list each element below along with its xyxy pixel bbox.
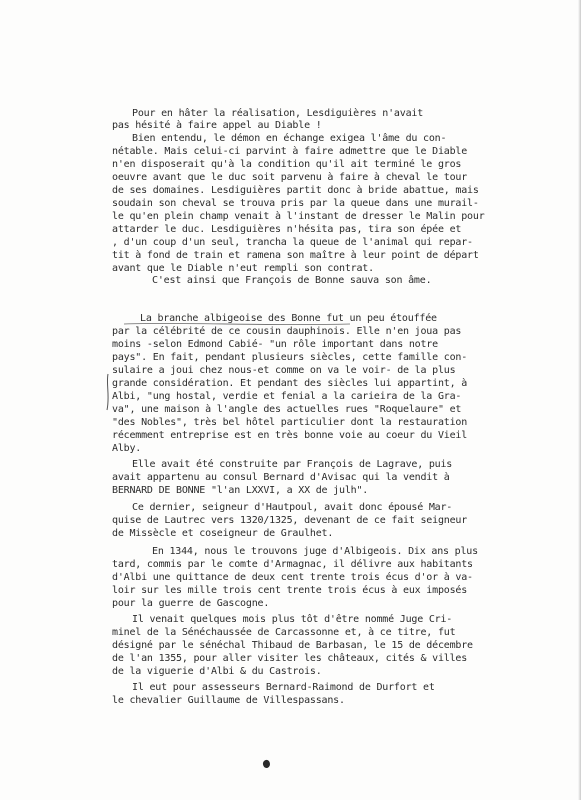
text-line: En 1344, nous le trouvons juge d'Albigeois. Dix ans plus (152, 546, 478, 557)
hand-drawn-margin-stroke (103, 372, 113, 412)
text-line: Bien entendu, le démon en échange exigea l'âme du con- (132, 133, 447, 144)
text-line: Il venait quelques mois plus tôt d'être nommé Juge Cri- (132, 614, 453, 625)
text-line: attarder le duc. Lesdiguières n'hésita pas, tira son épée et (112, 224, 462, 235)
text-line: le qu'en plein champ venait à l'instant de dresser le Malin pour (112, 211, 485, 222)
text-line: La branche albigeoise des Bonne fut un peu étouffée (140, 313, 437, 324)
text-line: C'est ainsi que François de Bonne sauva son âme. (152, 275, 432, 286)
text-line: , d'un coup d'un seul, trancha la queue de l'animal qui repar- (112, 237, 473, 248)
text-line: BERNARD DE BONNE "l'an LXXVI, a XX de julh". (112, 485, 369, 496)
text-line: pas hésité à faire appel au Diable ! (112, 120, 322, 131)
text-line: de l'an 1355, pour aller visiter les châteaux, cités & villes (112, 653, 468, 664)
text-line: minel de la Sénéchaussée de Carcassonne et, à ce titre, fut (112, 627, 456, 638)
ink-blot (262, 759, 271, 769)
text-line: oeuvre avant que le duc soit parvenu à faire à cheval le tour (112, 172, 468, 183)
text-line: de ses domaines. Lesdiguières partit donc à bride abattue, mais (112, 185, 479, 196)
text-line: récemment entreprise est en très bonne voie au coeur du Vieil (112, 430, 468, 441)
text-line: moins -selon Edmond Cabié- "un rôle important dans notre (112, 339, 438, 350)
text-line: de Missècle et coseigneur de Graulhet. (112, 528, 334, 539)
text-line: pays". En fait, pendant plusieurs siècles, cette famille con- (112, 352, 468, 363)
text-line: désigné par le sénéchal Thibaud de Barbasan, le 15 de décembre (112, 640, 473, 651)
text-line: quise de Lautrec vers 1320/1325, devenant de ce fait seigneur (112, 515, 468, 526)
text-line: pour la guerre de Gascogne. (112, 598, 270, 609)
text-line: nétable. Mais celui-ci parvint à faire admettre que le Diable (112, 146, 468, 157)
text-line: le chevalier Guillaume de Villespassans. (112, 695, 345, 706)
text-line: tard, commis par le comte d'Armagnac, il délivre aux habitants (112, 559, 473, 570)
text-line: avant que le Diable n'eut rempli son contrat. (112, 263, 374, 274)
text-line: grande considération. Et pendant des siècles lui appartint, à (112, 378, 468, 389)
text-line: soudain son cheval se trouva pris par la queue dans une murail- (112, 198, 479, 209)
text-line: tit à fond de train et ramena son maître à leur point de départ (112, 250, 479, 261)
text-line: sulaire a joui chez nous-et comme on va le voir- de la plus (112, 365, 456, 376)
text-line: Ce dernier, seigneur d'Hautpoul, avait donc épousé Mar- (132, 502, 453, 513)
text-line: Alby. (112, 443, 142, 454)
hand-drawn-underline (122, 321, 352, 327)
text-line: loir sur les mille trois cent trente trois écus à eux imposés (112, 585, 468, 596)
text-line: "des Nobles", très bel hôtel particulier dont la restauration (112, 417, 468, 428)
text-line: par la célébrité de ce cousin dauphinois. Elle n'en joua pas (112, 326, 462, 337)
text-line: de la viguerie d'Albi & du Castrois. (112, 666, 322, 677)
text-line: va", une maison à l'angle des actuelles rues "Roquelaure" et (112, 404, 462, 415)
text-line: avait appartenu au consul Bernard d'Avisac qui la vendit à (112, 472, 450, 483)
text-line: n'en disposerait qu'à la condition qu'il ait terminé le gros (112, 159, 462, 170)
text-line: Pour en hâter la réalisation, Lesdiguières n'avait (132, 108, 424, 119)
text-line: d'Albi une quittance de deux cent trente trois écus d'or à va- (112, 572, 473, 583)
text-line: Elle avait été construite par François de Lagrave, puis (132, 459, 453, 470)
text-line: Albi, "ung hostal, verdie et fenial a la carieira de la Gra- (112, 391, 462, 402)
text-line: Il eut pour assesseurs Bernard-Raimond de Durfort et (132, 682, 435, 693)
